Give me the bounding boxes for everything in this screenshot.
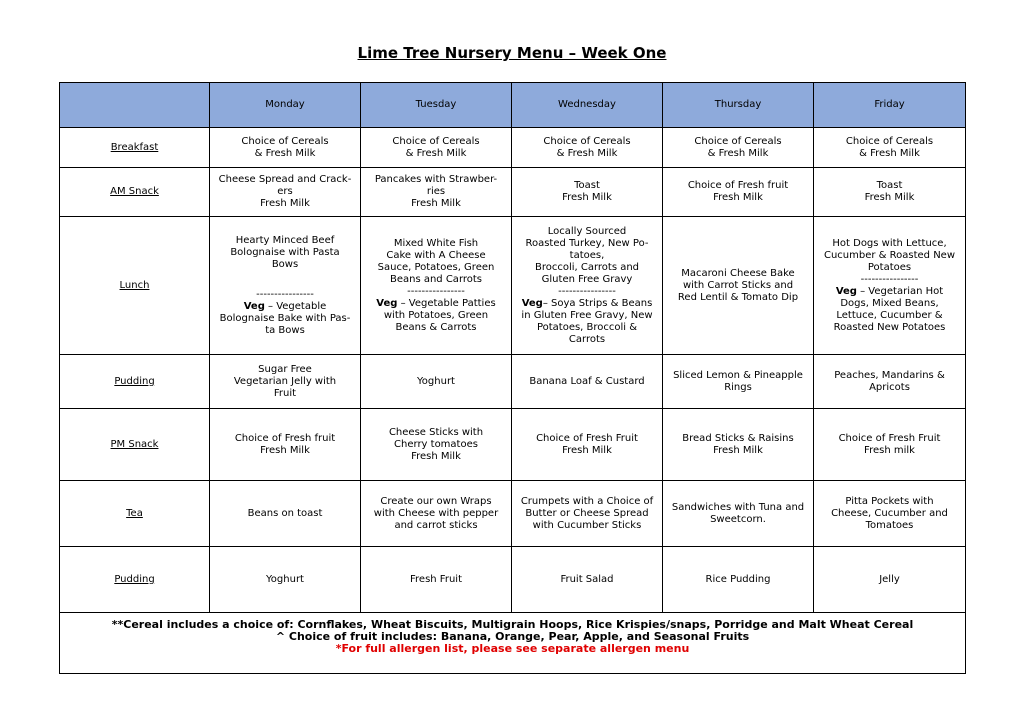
main-dish-line: Red Lentil & Tomato Dip — [677, 291, 799, 303]
cell-text: with Cheese with pepper — [373, 507, 499, 519]
cell-text: Fruit Salad — [560, 573, 614, 585]
cell-text: Choice of Cereals — [241, 135, 329, 147]
cell-text: Rice Pudding — [705, 573, 771, 585]
cell-text: Fresh Milk — [562, 192, 612, 203]
menu-cell-monday — [210, 409, 361, 481]
divider-line: ---------------- — [860, 273, 919, 285]
day-header-wednesday: Wednesday — [512, 83, 663, 128]
main-dish-line: Hot Dogs with Lettuce, — [832, 237, 947, 249]
cell-text: Cheese Spread and Crack- — [218, 174, 352, 185]
main-dish-line: Cake with A Cheese — [386, 249, 486, 261]
main-dish-line: Bows — [271, 258, 299, 270]
divider-line: ---------------- — [256, 288, 314, 300]
veg-dish-line: Dogs, Mixed Beans, — [840, 297, 939, 309]
page-title: Lime Tree Nursery Menu – Week One — [357, 44, 667, 62]
meal-label: Breakfast — [60, 128, 210, 168]
cell-text: Choice of Fresh fruit — [234, 432, 336, 444]
cell-text: & Fresh Milk — [556, 147, 618, 159]
cell-text: Banana Loaf & Custard — [529, 375, 645, 387]
menu-cell-monday — [210, 355, 361, 409]
cell-text: & Fresh Milk — [254, 147, 316, 159]
menu-cell-friday — [814, 409, 966, 481]
menu-cell-wednesday — [512, 409, 663, 481]
veg-dish-line: Carrots — [568, 333, 606, 345]
cell-text: Fresh Milk — [713, 192, 763, 203]
veg-dish-text: – Vegetable Patties — [397, 297, 496, 309]
veg-dish-line: Lettuce, Cucumber & — [836, 309, 943, 321]
meal-row-am-snack — [60, 168, 966, 217]
allergen-note: *For full allergen list, please see separate allergen menu — [335, 642, 690, 655]
meal-label: Tea — [60, 481, 210, 547]
main-dish-line: Broccoli, Carrots and — [534, 261, 640, 273]
meal-row-lunch — [60, 217, 966, 355]
veg-dish-line: Bolognaise Bake with Pas- — [219, 312, 351, 324]
menu-cell-thursday — [663, 547, 814, 613]
cell-text: Butter or Cheese Spread — [525, 507, 649, 519]
cell-text: Cheese, Cucumber and — [831, 507, 948, 519]
cell-text: Fresh Fruit — [410, 573, 462, 585]
cell-text: Beans on toast — [247, 507, 323, 519]
cell-text: Toast — [876, 180, 903, 191]
cell-text: Rings — [724, 381, 752, 393]
veg-dish-text: – Vegetable — [264, 300, 327, 312]
main-dish-line: Roasted Turkey, New Po- — [525, 237, 649, 249]
cell-text: Choice of Fresh Fruit — [838, 432, 941, 444]
divider-line: ---------------- — [558, 285, 616, 297]
cell-text: Toast — [574, 180, 600, 191]
cell-text: Tomatoes — [865, 519, 914, 531]
cell-text: Vegetarian Jelly with — [233, 375, 337, 387]
veg-dish-text: – Soya Strips & Beans — [542, 297, 653, 309]
menu-cell-friday — [814, 547, 966, 613]
cell-text: Apricots — [869, 381, 910, 393]
meal-row-breakfast — [60, 128, 966, 168]
menu-cell-friday — [814, 128, 966, 168]
menu-cell-thursday — [663, 355, 814, 409]
menu-cell-wednesday — [512, 217, 663, 355]
cell-text: Fresh milk — [864, 444, 915, 456]
menu-cell-tuesday — [361, 409, 512, 481]
main-dish-line: Beans and Carrots — [389, 273, 483, 285]
main-dish-line: Macaroni Cheese Bake — [681, 267, 795, 279]
menu-cell-monday — [210, 547, 361, 613]
veg-dish-line: Potatoes, Broccoli & — [536, 321, 638, 333]
cell-text: with Cucumber Sticks — [532, 519, 642, 531]
cell-text: & Fresh Milk — [405, 147, 467, 159]
veg-label: Veg — [521, 297, 543, 309]
menu-cell-tuesday — [361, 217, 512, 355]
veg-option-line — [818, 286, 961, 298]
menu-table — [59, 82, 966, 674]
cell-text: Pancakes with Strawber- — [374, 174, 498, 185]
footnotes — [60, 613, 966, 674]
cell-text: Sandwiches with Tuna and — [671, 501, 805, 513]
veg-label: Veg — [243, 300, 265, 312]
main-dish-line: with Carrot Sticks and — [682, 279, 794, 291]
cereal-note: **Cereal includes a choice of: Cornflakes, Wheat Biscuits, Multigrain Hoops, Rice Krispies/snaps, Porridge and Malt Wheat Cereal — [111, 618, 914, 631]
menu-cell-friday — [814, 168, 966, 217]
cell-text: Fruit — [273, 387, 297, 399]
cell-text: Sugar Free — [258, 363, 312, 375]
veg-option-line — [516, 298, 658, 310]
meal-label: PM Snack — [60, 409, 210, 481]
cell-text: Fresh Milk — [411, 198, 461, 209]
footer-row — [60, 613, 966, 674]
veg-dish-line: with Potatoes, Green — [383, 309, 489, 321]
menu-cell-thursday — [663, 128, 814, 168]
meal-row-pm-snack — [60, 409, 966, 481]
cell-text: Create our own Wraps — [380, 495, 492, 507]
cell-text: Choice of Fresh fruit — [687, 180, 789, 191]
cell-text: Choice of Cereals — [845, 135, 934, 147]
header-corner — [60, 83, 210, 128]
cell-text: Yoghurt — [417, 375, 455, 387]
menu-cell-wednesday — [512, 355, 663, 409]
fruit-note: ^ Choice of fruit includes: Banana, Orange, Pear, Apple, and Seasonal Fruits — [275, 630, 750, 643]
menu-cell-wednesday — [512, 128, 663, 168]
meal-label: Pudding — [60, 547, 210, 613]
cell-text: Jelly — [879, 573, 900, 585]
cell-text: ers — [277, 186, 293, 197]
day-header-thursday: Thursday — [663, 83, 814, 128]
menu-cell-monday — [210, 481, 361, 547]
menu-cell-wednesday — [512, 547, 663, 613]
menu-cell-wednesday — [512, 168, 663, 217]
cell-text: Fresh Milk — [562, 444, 612, 456]
menu-cell-monday — [210, 128, 361, 168]
cell-text: Cherry tomatoes — [394, 438, 478, 450]
cell-text: Crumpets with a Choice of — [520, 495, 654, 507]
cell-text: Pitta Pockets with — [845, 495, 934, 507]
main-dish-line: Sauce, Potatoes, Green — [377, 261, 495, 273]
veg-option-line — [365, 298, 507, 310]
meal-row-pudding-2 — [60, 547, 966, 613]
cell-text: Choice of Cereals — [694, 135, 782, 147]
cell-text: Choice of Cereals — [543, 135, 631, 147]
meal-row-tea — [60, 481, 966, 547]
menu-cell-wednesday — [512, 481, 663, 547]
cell-text: Choice of Cereals — [392, 135, 480, 147]
cell-text: Fresh Milk — [713, 444, 763, 456]
menu-cell-friday — [814, 481, 966, 547]
main-dish-line: tatoes, — [569, 249, 605, 261]
cell-text: Choice of Fresh Fruit — [536, 432, 638, 444]
cell-text: & Fresh Milk — [859, 147, 920, 159]
menu-cell-tuesday — [361, 128, 512, 168]
cell-text: Peaches, Mandarins & — [834, 369, 945, 381]
menu-cell-thursday — [663, 168, 814, 217]
cell-text: Fresh Milk — [411, 450, 461, 462]
day-header-friday: Friday — [814, 83, 966, 128]
cell-text: Fresh Milk — [864, 192, 915, 203]
main-dish-line: Bolognaise with Pasta — [230, 246, 340, 258]
cell-text: & Fresh Milk — [707, 147, 769, 159]
main-dish-line: Hearty Minced Beef — [235, 234, 335, 246]
veg-dish-line: Beans & Carrots — [395, 321, 477, 333]
day-header-monday: Monday — [210, 83, 361, 128]
cell-text: Sliced Lemon & Pineapple — [673, 369, 803, 381]
menu-cell-thursday — [663, 409, 814, 481]
menu-cell-thursday — [663, 217, 814, 355]
veg-option-line — [214, 301, 356, 313]
menu-cell-tuesday — [361, 355, 512, 409]
veg-dish-text: – Vegetarian Hot — [856, 285, 944, 297]
header-row — [60, 83, 966, 128]
divider-line: ---------------- — [407, 285, 465, 297]
meal-label: AM Snack — [60, 168, 210, 217]
main-dish-line: Cucumber & Roasted New — [823, 249, 956, 261]
main-dish-line: Gluten Free Gravy — [541, 273, 633, 285]
menu-cell-tuesday — [361, 547, 512, 613]
main-dish-line: Potatoes — [867, 261, 912, 273]
menu-cell-monday — [210, 217, 361, 355]
veg-label: Veg — [835, 285, 857, 297]
day-header-tuesday: Tuesday — [361, 83, 512, 128]
menu-cell-tuesday — [361, 168, 512, 217]
meal-label: Lunch — [60, 217, 210, 355]
veg-dish-line: in Gluten Free Gravy, New — [521, 309, 653, 321]
menu-cell-monday — [210, 168, 361, 217]
menu-cell-thursday — [663, 481, 814, 547]
veg-label: Veg — [376, 297, 398, 309]
main-dish-line: Mixed White Fish — [393, 237, 479, 249]
menu-cell-friday — [814, 355, 966, 409]
cell-text: and carrot sticks — [394, 519, 478, 531]
cell-text: Yoghurt — [266, 573, 304, 585]
cell-text: Fresh Milk — [260, 198, 310, 209]
meal-row-pudding — [60, 355, 966, 409]
cell-text: Cheese Sticks with — [388, 426, 484, 438]
veg-dish-line: ta Bows — [265, 324, 305, 336]
cell-text: Sweetcorn. — [710, 513, 766, 525]
cell-text: Fresh Milk — [260, 444, 310, 456]
menu-cell-tuesday — [361, 481, 512, 547]
cell-text: Bread Sticks & Raisins — [682, 432, 794, 444]
veg-dish-line: Roasted New Potatoes — [833, 321, 946, 333]
cell-text: ries — [426, 186, 446, 197]
meal-label: Pudding — [60, 355, 210, 409]
menu-cell-friday — [814, 217, 966, 355]
main-dish-line: Locally Sourced — [547, 225, 627, 237]
